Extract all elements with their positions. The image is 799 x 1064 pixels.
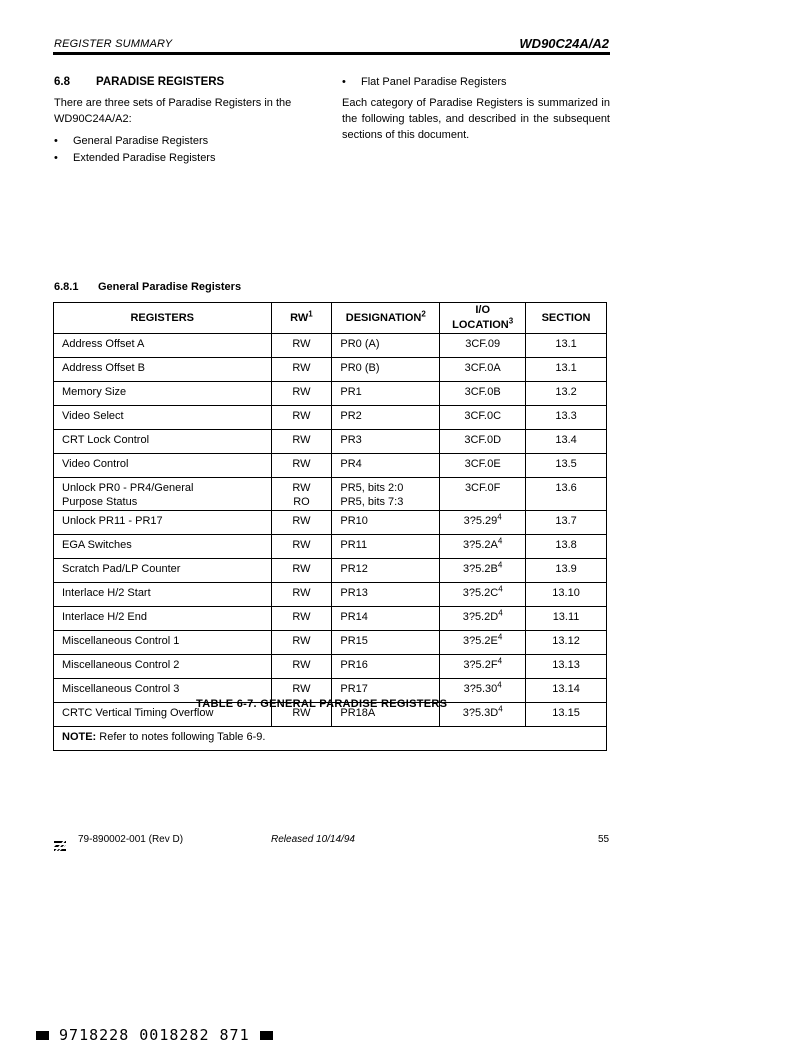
cell-rw: RW <box>271 631 332 655</box>
cell-section: 13.4 <box>526 430 607 454</box>
table-row <box>54 583 607 607</box>
cell-designation: PR3 <box>332 430 440 454</box>
cell-register-name: Memory Size <box>54 382 272 406</box>
release-date: Released 10/14/94 <box>271 834 355 845</box>
cell-io-location: 3CF.09 <box>440 334 526 358</box>
cell-designation: PR0 (B) <box>332 358 440 382</box>
cell-designation: PR13 <box>332 583 440 607</box>
subsection-heading <box>54 281 241 293</box>
header-designation: DESIGNATION$^2$ <box>332 303 440 334</box>
table-row <box>54 406 607 430</box>
cell-designation: PR11 <box>332 535 440 559</box>
table-row <box>54 382 607 406</box>
table-row <box>54 655 607 679</box>
table-row <box>54 334 607 358</box>
cell-register-name: Address Offset A <box>54 334 272 358</box>
cell-section: 13.6 <box>526 478 607 511</box>
header-rw: $RW^1$ <box>271 303 332 334</box>
table-caption: TABLE 6-7. GENERAL PARADISE REGISTERS <box>196 698 448 710</box>
cell-section: 13.8 <box>526 535 607 559</box>
cell-rw: RW <box>271 511 332 535</box>
header-io-location: I/O LOCATION$^3$ <box>440 303 526 334</box>
section-number: 6.8 <box>54 76 70 88</box>
cell-io-location: 3?5.30$^4$ <box>440 679 526 703</box>
cell-rw: RW <box>271 655 332 679</box>
cell-designation: PR10 <box>332 511 440 535</box>
cell-designation: PR14 <box>332 607 440 631</box>
general-paradise-registers-table <box>53 302 607 751</box>
cell-designation: PR12 <box>332 559 440 583</box>
cell-section: 13.3 <box>526 406 607 430</box>
cell-rw: RW <box>271 358 332 382</box>
cell-register-name: Unlock PR11 - PR17 <box>54 511 272 535</box>
table-note-row <box>54 727 607 751</box>
cell-designation: PR1 <box>332 382 440 406</box>
summary-paragraph: Each category of Paradise Registers is summarized in the following tables, and described in the subsequent sections of this document. <box>342 97 610 141</box>
cell-register-name: Unlock PR0 - PR4/General Purpose Status <box>54 478 272 511</box>
cell-rw: RW <box>271 535 332 559</box>
cell-register-name: CRT Lock Control <box>54 430 272 454</box>
table-row <box>54 454 607 478</box>
table-row <box>54 559 607 583</box>
cell-rw: RW <box>271 334 332 358</box>
subsection-number: 6.8.1 <box>54 281 79 293</box>
table-row <box>54 607 607 631</box>
cell-io-location: $3?5.2B^4$ <box>440 559 526 583</box>
cell-register-name: Miscellaneous Control 3 <box>54 679 272 703</box>
cell-section: 13.5 <box>526 454 607 478</box>
section-title: PARADISE REGISTERS <box>96 76 225 88</box>
bullet-item: • General Paradise Registers <box>54 135 209 147</box>
cell-rw: RW <box>271 583 332 607</box>
cell-io-location: $3?5.3D^4$ <box>440 703 526 727</box>
cell-io-location: $3?5.2F^4$ <box>440 655 526 679</box>
cell-section: 13.11 <box>526 607 607 631</box>
cell-section: 13.15 <box>526 703 607 727</box>
bullet-icon: • <box>342 76 346 88</box>
header-rule <box>53 52 610 55</box>
table-row <box>54 631 607 655</box>
cell-io-location: $3?5.2A^4$ <box>440 535 526 559</box>
table-row <box>54 511 607 535</box>
cell-io-location: 3?5.29$^4$ <box>440 511 526 535</box>
cell-designation: PR18A <box>332 703 440 727</box>
cell-io-location: 3CF.0A <box>440 358 526 382</box>
page-number: 55 <box>598 834 610 845</box>
cell-rw: RW <box>271 559 332 583</box>
table-row <box>54 430 607 454</box>
cell-io-location: 3CF.0C <box>440 406 526 430</box>
barcode-block-icon <box>260 1031 273 1040</box>
cell-register-name: Scratch Pad/LP Counter <box>54 559 272 583</box>
cell-register-name: Miscellaneous Control 2 <box>54 655 272 679</box>
cell-rw: RW <box>271 703 332 727</box>
cell-designation: PR16 <box>332 655 440 679</box>
bullet-icon: • <box>54 152 58 164</box>
cell-rw: RW <box>271 679 332 703</box>
scan-barcode-line: 9718228 0018282 871 <box>36 1026 273 1044</box>
running-header-part-number: WD90C24A/A2 <box>519 36 609 51</box>
cell-io-location: $3?5.2D^4$ <box>440 607 526 631</box>
bullet-icon: • <box>54 135 58 147</box>
cell-rw: RW <box>271 406 332 430</box>
running-header-title: REGISTER SUMMARY <box>54 38 173 50</box>
table-row <box>54 535 607 559</box>
subsection-title: General Paradise Registers <box>98 281 242 293</box>
cell-io-location: $3?5.2C^4$ <box>440 583 526 607</box>
section-heading <box>54 76 224 88</box>
cell-register-name: Address Offset B <box>54 358 272 382</box>
company-logo-icon <box>53 839 67 853</box>
cell-section: 13.1 <box>526 334 607 358</box>
cell-designation: PR15 <box>332 631 440 655</box>
cell-designation: PR17 <box>332 679 440 703</box>
cell-register-name: EGA Switches <box>54 535 272 559</box>
table-note: NOTE: Refer to notes following Table 6-9. <box>54 727 607 751</box>
table-row <box>54 478 607 511</box>
cell-register-name: Miscellaneous Control 1 <box>54 631 272 655</box>
cell-io-location: 3CF.0D <box>440 430 526 454</box>
cell-register-name: CRTC Vertical Timing Overflow <box>54 703 272 727</box>
cell-section: 13.9 <box>526 559 607 583</box>
bullet-item: • Flat Panel Paradise Registers <box>342 76 507 88</box>
document-number: 79-890002-001 (Rev D) <box>78 834 184 845</box>
cell-rw: RW <box>271 454 332 478</box>
cell-io-location: 3CF.0B <box>440 382 526 406</box>
cell-section: 13.2 <box>526 382 607 406</box>
cell-rw: RW <box>271 382 332 406</box>
barcode-block-icon <box>36 1031 49 1040</box>
cell-section: 13.14 <box>526 679 607 703</box>
intro-paragraph: There are three sets of Paradise Registers in the WD90C24A/A2: <box>54 97 292 125</box>
cell-register-name: Video Select <box>54 406 272 430</box>
bullet-item: • Extended Paradise Registers <box>54 152 216 164</box>
cell-rw: RW <box>271 430 332 454</box>
cell-designation: PR0 (A) <box>332 334 440 358</box>
cell-designation: PR5, bits 2:0 PR5, bits 7:3 <box>332 478 440 511</box>
cell-rw: RW <box>271 607 332 631</box>
cell-io-location: 3CF.0E <box>440 454 526 478</box>
cell-io-location: 3CF.0F <box>440 478 526 511</box>
cell-io-location: $3?5.2E^4$ <box>440 631 526 655</box>
cell-register-name: Interlace H/2 Start <box>54 583 272 607</box>
cell-section: 13.13 <box>526 655 607 679</box>
cell-designation: PR2 <box>332 406 440 430</box>
header-section: SECTION <box>526 303 607 334</box>
cell-register-name: Interlace H/2 End <box>54 607 272 631</box>
cell-section: 13.10 <box>526 583 607 607</box>
cell-section: 13.1 <box>526 358 607 382</box>
table-header-row <box>54 303 607 334</box>
cell-rw: RW RO <box>271 478 332 511</box>
table-row <box>54 358 607 382</box>
cell-register-name: Video Control <box>54 454 272 478</box>
header-registers: REGISTERS <box>54 303 272 334</box>
cell-section: 13.7 <box>526 511 607 535</box>
cell-designation: PR4 <box>332 454 440 478</box>
cell-section: 13.12 <box>526 631 607 655</box>
